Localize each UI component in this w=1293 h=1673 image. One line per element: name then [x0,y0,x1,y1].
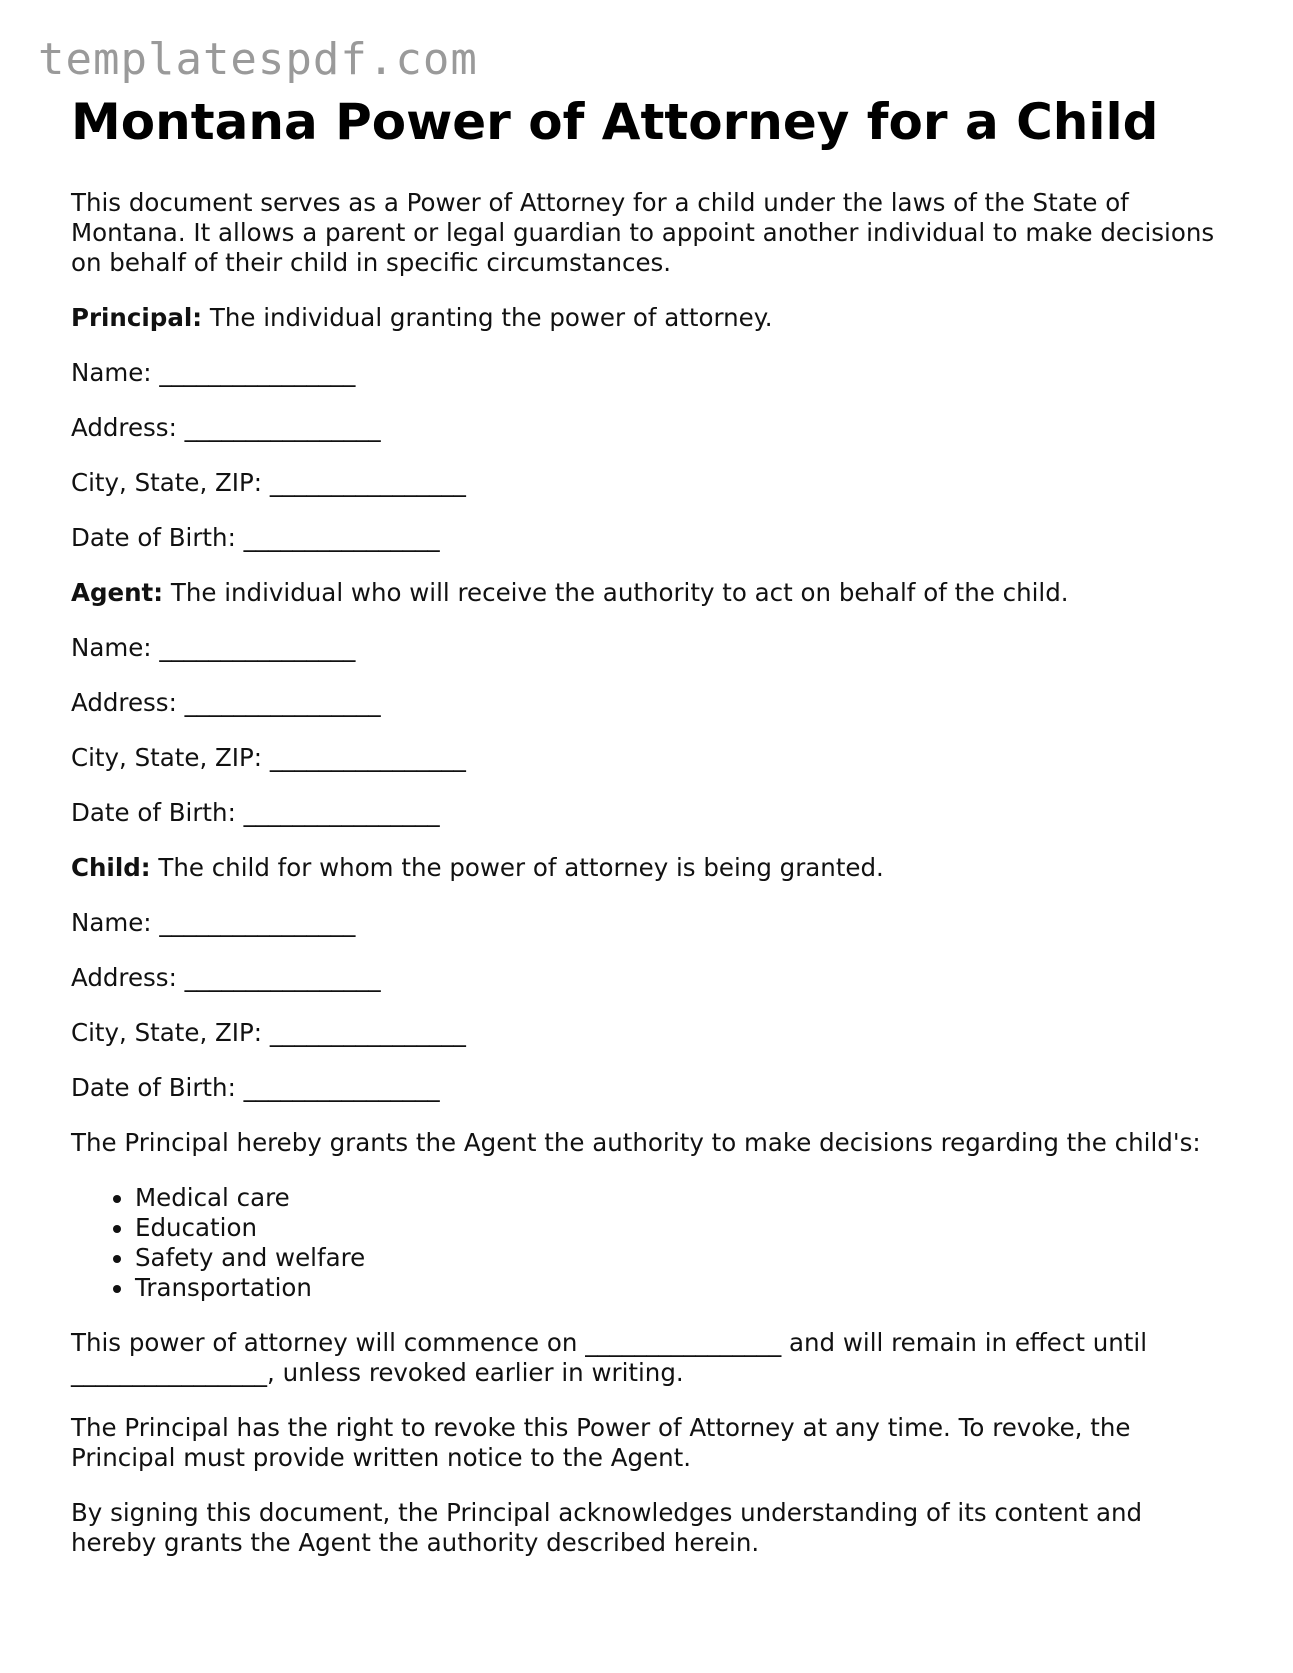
blank-line: ________________ [269,468,466,497]
list-item: • Education [135,1213,1231,1243]
watermark: templatespdf.com [38,34,478,85]
list-item: • Medical care [135,1183,1231,1213]
agent-address-field[interactable]: Address: ________________ [71,688,381,717]
principal-date-of-birth-field[interactable]: Date of Birth: ________________ [71,523,440,552]
commence-date-blank[interactable]: ________________ [585,1328,782,1357]
agent-heading [71,578,1231,608]
blank-line: ________________ [269,1018,466,1047]
child-date-of-birth-field[interactable]: Date of Birth: ________________ [71,1073,440,1102]
principal-address-field[interactable]: Address: ________________ [71,413,381,442]
section-description: The individual granting the power of attorney. [202,303,773,332]
principal-name-field[interactable]: Name: ________________ [71,358,356,387]
end-date-blank[interactable]: ________________ [71,1358,267,1387]
grant-paragraph: The Principal hereby grants the Agent the authority to make decisions regarding the child's: [71,1128,1201,1157]
blank-line: ________________ [159,358,356,387]
authority-list [71,1183,1231,1303]
child-address-field[interactable]: Address: ________________ [71,963,381,992]
blank-line: ________________ [184,688,381,717]
list-item: • Transportation [135,1273,1231,1303]
blank-line: ________________ [184,413,381,442]
acknowledgment-paragraph: By signing this document, the Principal acknowledges understanding of its content and hereby grants the Agent the authority described herein. [71,1498,1143,1557]
section-description: The child for whom the power of attorney is being granted. [150,853,884,882]
document [71,92,1231,1558]
list-item: • Safety and welfare [135,1243,1231,1273]
section-label: Child: [71,853,151,882]
principal-heading [71,303,1231,333]
blank-line: ________________ [269,743,466,772]
agent-date-of-birth-field[interactable]: Date of Birth: ________________ [71,798,440,827]
blank-line: ________________ [243,798,440,827]
child-name-field[interactable]: Name: ________________ [71,908,356,937]
principal-city-state-zip-field[interactable]: City, State, ZIP: ________________ [71,468,466,497]
intro-paragraph: This document serves as a Power of Attorney for a child under the laws of the State of Montana. It allows a parent or legal guardian to appoint another individual to make decisions on behalf of their child in specific circumstances. [71,188,1215,277]
agent-city-state-zip-field[interactable]: City, State, ZIP: ________________ [71,743,466,772]
section-description: The individual who will receive the authority to act on behalf of the child. [163,578,1069,607]
child-city-state-zip-field[interactable]: City, State, ZIP: ________________ [71,1018,466,1047]
revocation-paragraph: The Principal has the right to revoke this Power of Attorney at any time. To revoke, the Principal must provide written notice to the Agent. [71,1413,1131,1472]
blank-line: ________________ [243,1073,440,1102]
agent-name-field[interactable]: Name: ________________ [71,633,356,662]
term-paragraph: This power of attorney will commence on ________________ and will remain in effect until ________________, unless revoked earlier in writing. [71,1328,1148,1387]
child-heading [71,853,1231,883]
blank-line: ________________ [159,633,356,662]
blank-line: ________________ [243,523,440,552]
section-label: Principal: [71,303,203,332]
blank-line: ________________ [184,963,381,992]
section-label: Agent: [71,578,164,607]
page-title: Montana Power of Attorney for a Child [71,93,1159,151]
blank-line: ________________ [159,908,356,937]
